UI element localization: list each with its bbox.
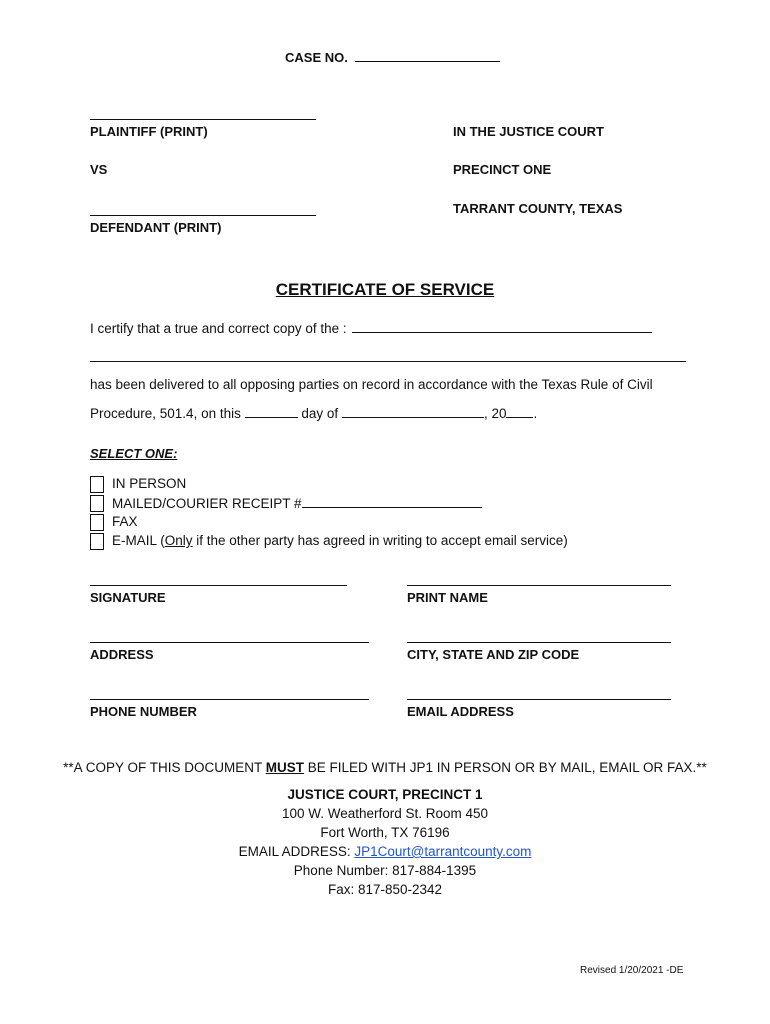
court-email-label: EMAIL ADDRESS: (238, 844, 355, 859)
court-email-row (0, 844, 770, 859)
plaintiff-field[interactable] (90, 119, 316, 120)
procedure-prefix: Procedure, 501.4, on this (90, 406, 241, 421)
city-state-zip-label: CITY, STATE AND ZIP CODE (407, 647, 580, 662)
court-city: Fort Worth, TX 76196 (320, 825, 450, 840)
plaintiff-label: PLAINTIFF (PRINT) (90, 124, 208, 139)
mailed-row (112, 495, 482, 511)
phone-number-label: PHONE NUMBER (90, 704, 197, 719)
in-person-checkbox[interactable] (90, 476, 104, 493)
court-email-link[interactable]: JP1Court@tarrantcounty.com (354, 844, 532, 859)
case-no-label: CASE NO. (285, 50, 348, 65)
year-prefix: , 20 (483, 406, 507, 421)
fax-label: FAX (112, 514, 138, 529)
court-name: IN THE JUSTICE COURT (453, 124, 604, 139)
print-name-field[interactable] (407, 585, 671, 586)
case-no-row (285, 49, 500, 65)
court-phone: Phone Number: 817-884-1395 (293, 863, 477, 878)
certify-text: I certify that a true and correct copy of the : (90, 321, 347, 336)
document-title: CERTIFICATE OF SERVICE (275, 280, 495, 299)
email-checkbox[interactable] (90, 533, 104, 550)
signature-label: SIGNATURE (90, 590, 166, 605)
certify-line (90, 320, 652, 336)
court-fax: Fax: 817-850-2342 (327, 882, 443, 897)
phone-number-field[interactable] (90, 699, 369, 700)
defendant-label: DEFENDANT (PRINT) (90, 220, 222, 235)
document-name-field-continued[interactable] (90, 361, 686, 362)
address-field[interactable] (90, 642, 369, 643)
court-street: 100 W. Weatherford St. Room 450 (281, 806, 489, 821)
city-state-zip-field[interactable] (407, 642, 671, 643)
month-field[interactable] (342, 405, 484, 418)
select-one-label: SELECT ONE: (90, 446, 178, 461)
fax-checkbox[interactable] (90, 514, 104, 531)
case-no-field[interactable] (355, 49, 500, 62)
mailed-label: MAILED/COURIER RECEIPT # (112, 496, 302, 511)
only-emphasis: Only (164, 533, 193, 548)
address-label: ADDRESS (90, 647, 154, 662)
must-emphasis: MUST (265, 760, 304, 775)
delivered-text: has been delivered to all opposing parties on record in accordance with the Texas Rule of Civil (90, 377, 653, 392)
signature-field[interactable] (90, 585, 347, 586)
revised-footer: Revised 1/20/2021 -DE (580, 965, 684, 976)
procedure-line (90, 405, 537, 421)
court-contact-name: JUSTICE COURT, PRECINCT 1 (287, 787, 483, 802)
receipt-number-field[interactable] (302, 495, 482, 508)
defendant-field[interactable] (90, 215, 316, 216)
mailed-checkbox[interactable] (90, 495, 104, 512)
court-precinct: PRECINCT ONE (453, 162, 552, 177)
document-name-field[interactable] (352, 320, 652, 333)
email-address-label: EMAIL ADDRESS (407, 704, 514, 719)
year-field[interactable] (506, 405, 533, 418)
email-address-field[interactable] (407, 699, 671, 700)
filing-notice: **A COPY OF THIS DOCUMENT MUST BE FILED WITH JP1 IN PERSON OR BY MAIL, EMAIL OR FAX.** (63, 760, 707, 775)
day-of-label: day of (301, 406, 339, 421)
in-person-label: IN PERSON (112, 476, 187, 491)
email-option-label: E-MAIL (Only if the other party has agreed in writing to accept email service) (112, 533, 568, 548)
print-name-label: PRINT NAME (407, 590, 488, 605)
vs-label: VS (90, 162, 108, 177)
sentence-period: . (533, 406, 538, 421)
court-county: TARRANT COUNTY, TEXAS (453, 201, 623, 216)
day-field[interactable] (245, 405, 298, 418)
